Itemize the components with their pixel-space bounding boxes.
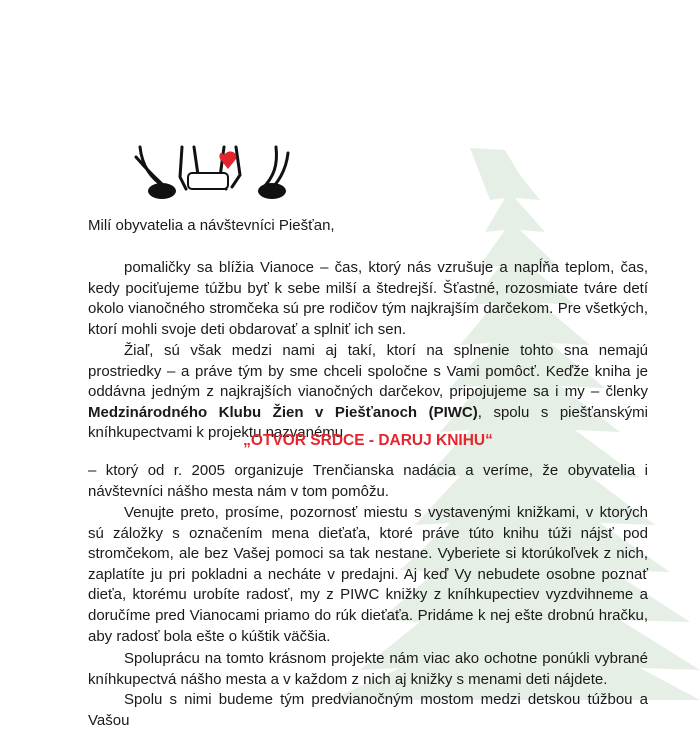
- club-name: Medzinárodného Klubu Žien v Piešťanoch (PIWC): [88, 403, 478, 421]
- paragraph-organizer-text: – ktorý od r. 2005 organizuje Trenčianska nadácia a veríme, že obyvatelia i návštevníci nášho mesta nám v tom pomôžu.: [88, 462, 648, 500]
- paragraph-instructions-text: Venujte preto, prosíme, pozornosť miestu s vystavenými knižkami, v ktorých sú záložky s označením mena dieťaťa, ktoré práve túto knihu túži nájsť pod stromčekom, ale bez Vašej pomoci sa tak nestane. Vyberiete si ktorúkoľvek z nich, zaplatíte ju pri pokladni a necháte v predajni. Aj keď Vy nebudete osobne poznať dieťa, ktorému urobíte radosť, my z PIWC knižky z kníhkupectiev vyzdvihneme a doručíme pred Vianocami priamo do rúk dieťaťa. Pridáme k nej ešte drobnú hračku, aby radosť bola ešte o kúštik väčšia.: [88, 504, 648, 645]
- paragraph-closing-partial: Spolu s nimi budeme tým predvianočným mostom medzi detskou túžbou a Vašou: [88, 691, 648, 729]
- paragraph-intro: [88, 258, 648, 340]
- paragraph-appeal: [88, 341, 648, 444]
- paragraph-instructions: [88, 503, 648, 647]
- paragraph-organizer: [88, 461, 648, 502]
- kids-with-heart-illustration: [128, 145, 303, 201]
- paragraph-bookstores-text: Spoluprácu na tomto krásnom projekte nám viac ako ochotne ponúkli vybrané kníhkupectvá nášho mesta a v každom z nich aj knižky s menami deti nájdete.: [88, 650, 648, 688]
- paragraph-intro-text: pomaličky sa blížia Vianoce – čas, ktorý nás vzrušuje a napĺňa teplom, čas, kedy pociťujeme túžbu byť k sebe milší a štedrejší. Šťastné, rozosmiate tváre detí okolo vianočného stromčeka sú pre rodičov tým najkrajším darčekom. Pre všetkých, ktorí mohli svoje deti obdarovať a splniť ich sen.: [88, 259, 648, 338]
- paragraph-appeal-text: Žiaľ, sú však medzi nami aj takí, ktorí na splnenie tohto sna nemajú prostriedky – a práve tým by sme chceli spoločne s Vami pomôcť. Keďže kniha je oddávna jedným z najkrajších vianočných darčekov, pripojujeme sa i my – členky: [88, 342, 648, 401]
- paragraph-appeal-text-end: , spolu s piešťanskými kníhkupectvami k projektu nazvanému: [88, 403, 648, 442]
- salutation: Milí obyvatelia a návštevníci Piešťan,: [88, 217, 335, 234]
- campaign-title: „OTVOR SRDCE - DARUJ KNIHU“: [243, 432, 493, 449]
- paragraph-bookstores: [88, 649, 648, 731]
